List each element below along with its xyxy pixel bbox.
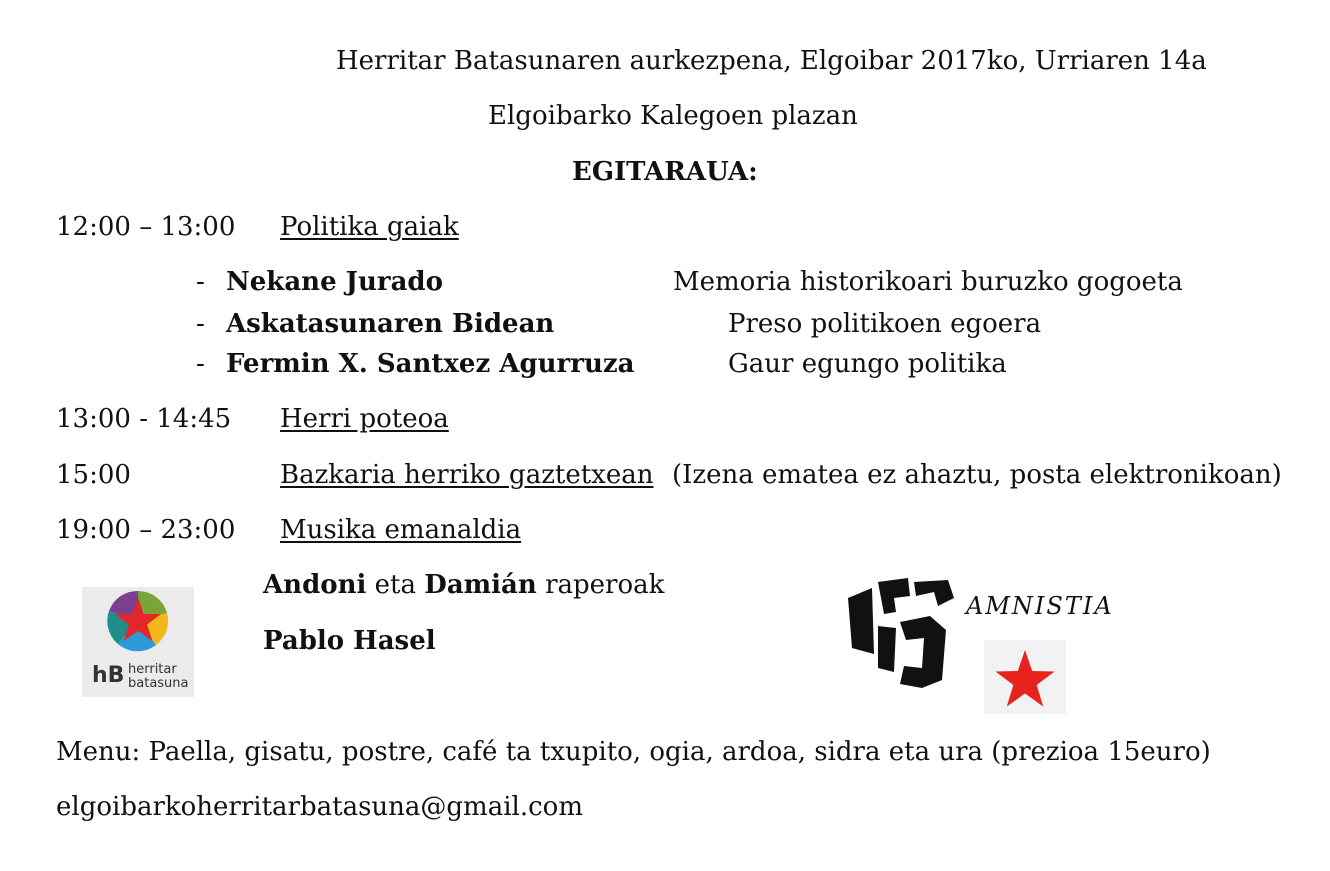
- contact-email: elgoibarkoherritarbatasuna@gmail.com: [56, 792, 583, 822]
- schedule-title: Musika emanaldia: [280, 515, 522, 545]
- artist-name: Pablo Hasel: [263, 626, 436, 656]
- music-artists-line: [263, 570, 664, 600]
- hb-mark: hB: [92, 663, 125, 688]
- speaker-topic: Preso politikoen egoera: [728, 309, 1042, 339]
- schedule-time: 12:00 – 13:00: [56, 212, 236, 242]
- amnistia-symbol-icon: [844, 576, 959, 694]
- red-star-box: [984, 640, 1066, 714]
- event-title: Herritar Batasunaren aurkezpena, Elgoibar 2017ko, Urriaren 14a: [336, 46, 1207, 76]
- event-location: Elgoibarko Kalegoen plazan: [488, 101, 858, 131]
- speaker-topic: Gaur egungo politika: [728, 349, 1007, 379]
- speaker-name: Fermin X. Santxez Agurruza: [226, 349, 635, 379]
- schedule-time: 13:00 - 14:45: [56, 404, 232, 434]
- schedule-time: 15:00: [56, 460, 131, 490]
- artist-name: Damián: [424, 570, 537, 600]
- schedule-note: (Izena ematea ez ahaztu, posta elektronikoan): [672, 460, 1282, 490]
- artist-name: Andoni: [263, 570, 367, 600]
- schedule-title: Bazkaria herriko gaztetxean: [280, 460, 654, 490]
- artist-suffix: raperoak: [545, 570, 665, 600]
- speaker-bullet: -: [196, 267, 205, 297]
- speaker-bullet: -: [196, 309, 205, 339]
- amnistia-text: AMNISTIA: [966, 592, 1114, 620]
- hb-line2: batasuna: [128, 676, 189, 691]
- schedule-title: Herri poteoa: [280, 404, 449, 434]
- speaker-topic: Memoria historikoari buruzko gogoeta: [673, 267, 1183, 297]
- speaker-name: Nekane Jurado: [226, 267, 443, 297]
- menu-text: Menu: Paella, gisatu, postre, café ta txupito, ogia, ardoa, sidra eta ura (prezioa 15euro): [56, 737, 1211, 767]
- colored-wheel-star-icon: [82, 587, 194, 659]
- speaker-name: Askatasunaren Bidean: [226, 309, 555, 339]
- program-heading: EGITARAUA:: [572, 157, 758, 187]
- schedule-time: 19:00 – 23:00: [56, 515, 236, 545]
- speaker-bullet: -: [196, 349, 205, 379]
- schedule-title: Politika gaiak: [280, 212, 459, 242]
- red-star-icon: [984, 640, 1066, 714]
- artist-joiner: eta: [374, 570, 416, 600]
- herritar-batasuna-logo: [82, 587, 194, 697]
- hb-line1: herritar: [128, 662, 177, 677]
